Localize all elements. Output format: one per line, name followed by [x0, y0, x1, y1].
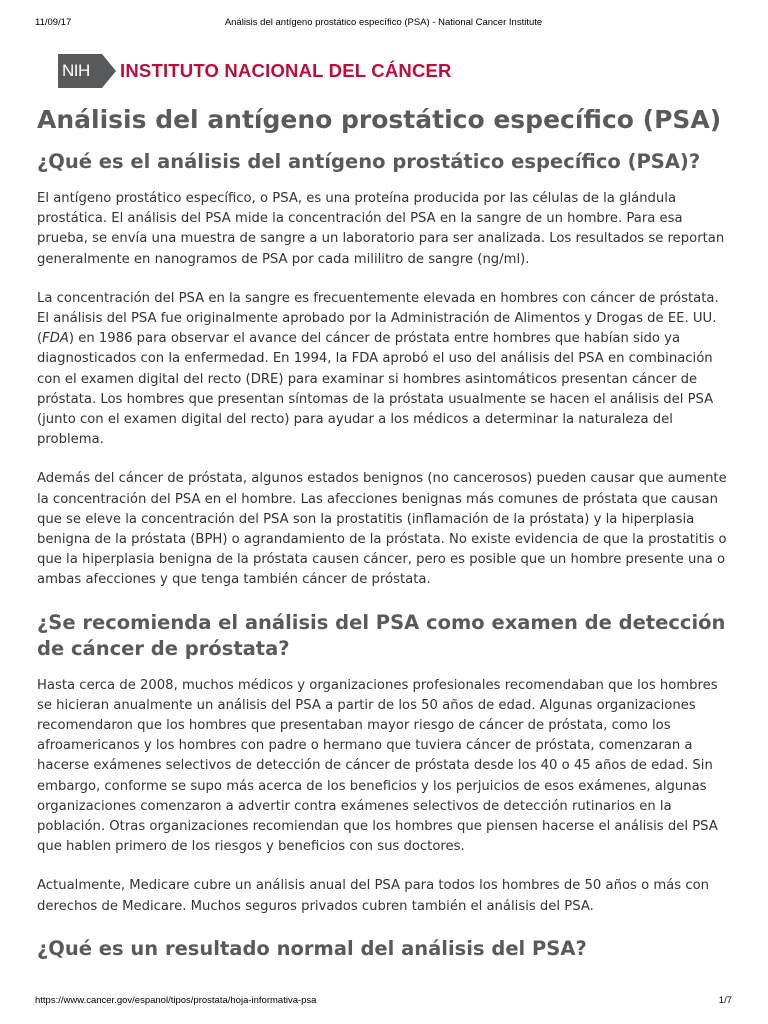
article-content: [37, 104, 733, 976]
page-number: 1/7: [718, 995, 732, 1006]
page-title: Análisis del antígeno prostático específico (PSA): [37, 105, 722, 134]
nih-logo-icon: [58, 54, 116, 88]
section-heading-screening: ¿Se recomienda el análisis del PSA como examen de detección de cáncer de próstata?: [37, 610, 726, 660]
print-footer: [35, 995, 732, 1009]
print-page-title: Análisis del antígeno prostático específico (PSA) - National Cancer Institute: [224, 17, 543, 28]
paragraph: El antígeno prostático específico, o PSA, es una proteína producida por las células de la glándula prostática. El análisis del PSA mide la concentración del PSA en la sangre de un hombre. Para esa prueba, se envía una muestra de sangre a un laboratorio para ser analizada. Los resultados se reportan generalmente en nanogramos de PSA por cada mililitro de sangre (ng/ml).: [37, 191, 725, 267]
page-url: https://www.cancer.gov/espanol/tipos/prostata/hoja-informativa-psa: [35, 995, 317, 1006]
paragraph-text: La concentración del PSA en la sangre es frecuentemente elevada en hombres con cáncer de próstata. El análisis del PSA fue originalmente aprobado por la Administración de Alimentos y Drogas de EE. UU. (: [37, 290, 719, 347]
paragraph: Actualmente, Medicare cubre un análisis anual del PSA para todos los hombres de 50 años o más con derechos de Medicare. Muchos seguros privados cubren también el análisis del PSA.: [37, 878, 710, 914]
nci-logo[interactable]: [58, 54, 452, 88]
paragraph: [37, 289, 733, 451]
paragraph: Además del cáncer de próstata, algunos estados benignos (no cancerosos) pueden causar que aumente la concentración del PSA en el hombre. Las afecciones benignas más comunes de próstata que causan que se eleve la concentración del PSA son la prostatitis (inflamación de la próstata) y la hiperplasia benigna de la próstata (BPH) o agrandamiento de la próstata. No existe evidencia de que la prostatitis o que la hiperplasia benigna de la próstata causen cáncer, pero es posible que un hombre presente una o ambas afecciones y que tenga también cáncer de próstata.: [37, 471, 727, 588]
section-heading-normal-result: ¿Qué es un resultado normal del análisis del PSA?: [37, 936, 587, 960]
paragraph-text: ) en 1986 para observar el avance del cáncer de próstata entre hombres que habían sido ya diagnosticados con la enfermedad. En 1994, la FDA aprobó el uso del análisis del PSA en combinación con el examen digital del recto (DRE) para examinar si hombres asintomáticos presentan cáncer de próstata. Los hombres que presentan síntomas de la próstata usualmente se hacen el análisis del PSA (junto con el examen digital del recto) para ayudar a los médicos a determinar la naturaleza del problema.: [37, 331, 714, 448]
nih-mark-text: NIH: [62, 61, 90, 80]
paragraph: Hasta cerca de 2008, muchos médicos y organizaciones profesionales recomendaban que los hombres se hicieran anualmente un análisis del PSA a partir de los 50 años de edad. Algunas organizaciones recomendaron que los hombres que presentaban mayor riesgo de cáncer de próstata, como los afroamericanos y los hombres con padre o hermano que tuviera cáncer de próstata, comenzaran a hacerse exámenes selectivos de detección de cáncer de próstata desde los 40 o 45 años de edad. Sin embargo, conforme se supo más acerca de los beneficios y los perjuicios de esos exámenes, algunas organizaciones comenzaron a advertir contra exámenes selectivos de detección rutinarios en la población. Otras organizaciones recomiendan que los hombres que piensen hacerse el análisis del PSA que hablen primero de los riesgos y beneficios con sus doctores.: [37, 677, 718, 855]
print-header: [35, 17, 732, 31]
section-heading-what-is-psa: ¿Qué es el análisis del antígeno prostático específico (PSA)?: [37, 150, 701, 173]
fda-abbreviation: FDA: [42, 331, 69, 347]
institute-name: INSTITUTO NACIONAL DEL CÁNCER: [120, 60, 452, 81]
print-date: 11/09/17: [35, 17, 72, 28]
